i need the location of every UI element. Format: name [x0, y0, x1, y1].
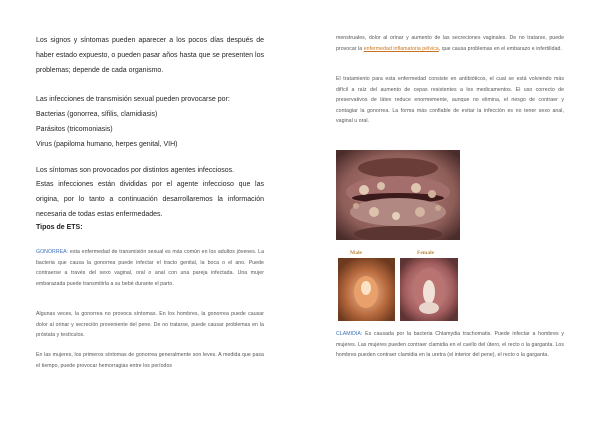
gonorrea-women-paragraph: En las mujeres, los primeros síntomas de gonorrea generalmente son leves. A medida que pasa el tiempo, puede provocar hemorragias entre los períodos	[36, 352, 264, 369]
clamidia-term: CLAMIDIA:	[336, 331, 363, 337]
continuation-paragraph: menstruales, dolor al orinar y aumento de las secreciones vaginales. De no tratarse, puede provocar la enfermedad inflamatoria pélvica, que causa problemas en el embarazo e infertilidad.	[336, 35, 564, 52]
male-female-photo	[336, 248, 460, 323]
caption-male: Male	[350, 250, 362, 256]
gonorrea-men-paragraph: Algunas veces, la gonorrea no provoca síntomas. En los hombres, la gonorrea puede causar dolor al orinar y secreción proveniente del pene. De no tratarse, puede causar problemas en la próstata y testículos.	[36, 311, 264, 339]
clamidia-paragraph	[336, 329, 564, 361]
list-item: Bacterias (gonorrea, sífilis, clamidiasis)	[36, 111, 158, 118]
gonorrea-term: GONORREA:	[36, 249, 69, 255]
intro-paragraph: Los signos y síntomas pueden aparecer a los pocos días después de haber estado expuesto, o pueden pasar años hasta que se presenten los problemas; depende de cada organismo.	[36, 37, 264, 74]
gonorrea-paragraph	[36, 247, 264, 289]
symptoms-paragraph: Estas infecciones están divididas por el agente infeccioso que las origina, por lo tanto a continuación desarrollaremos la información necesaria de todas estas enfermedades.	[36, 181, 264, 218]
lips-infection-photo	[336, 150, 460, 240]
ets-list	[36, 107, 178, 152]
list-item: Virus (papiloma humano, herpes genital, VIH)	[36, 141, 178, 148]
types-heading: Tipos de ETS:	[36, 224, 83, 231]
pelvic-disease-link[interactable]: enfermedad inflamatoria pélvica	[363, 45, 439, 52]
gonorrea-text: esta enfermedad de transmisión sexual es más común en los adultos jóvenes. La bacteria que causa la gonorrea puede infectar el tracto genital, la boca o el ano. Puede contraerse a través del sexo vaginal, oral o anal con una pareja infectada. Una mujer embarazada puede transmitirla a su bebé durante el parto.	[36, 249, 264, 287]
ets-intro: Las infecciones de transmisión sexual pueden provocarse por:	[36, 96, 230, 103]
caption-female: Female	[417, 250, 435, 256]
clamidia-text: Es causada por la bacteria Chlamydia trachomatis. Puede infectar a hombres y mujeres. Las mujeres pueden contraer clamidia en el cuello del útero, el recto o la garganta. Los hombres pueden contraer clamidia en la uretra (el interior del pene), el recto o la garganta.	[336, 331, 564, 359]
treatment-paragraph: El tratamiento para esta enfermedad consiste en antibióticos, el cual se está volviendo más difícil a raíz del aumento de cepas resistentes a los medicamentos. El uso correcto de preservativos de látex reduce enormemente, aunque no elimina, el riesgo de contraer y contagiar la gonorrea. La forma más confiable de evitar la infección es no tener sexo anal, vaginal u oral.	[336, 76, 564, 125]
list-item: Parásitos (tricomoniasis)	[36, 126, 113, 133]
symptoms-line: Los síntomas son provocados por distintos agentes infecciosos.	[36, 167, 235, 174]
